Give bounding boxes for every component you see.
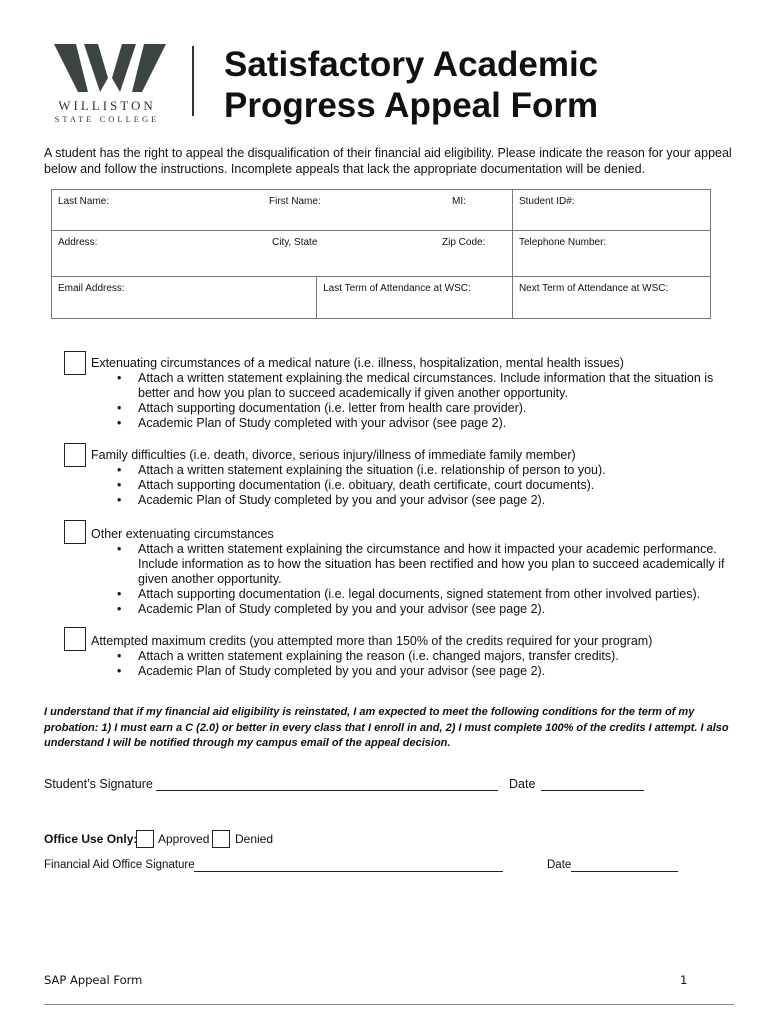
logo-w-left-stroke: [54, 44, 88, 92]
fa-signature-label: Financial Aid Office Signature: [44, 859, 195, 871]
fa-date-label: Date: [547, 859, 572, 871]
approved-checkbox[interactable]: [136, 830, 154, 848]
footer-divider: [44, 1004, 734, 1005]
email-label: Email Address:: [58, 283, 125, 294]
logo-subtitle: STATE COLLEGE: [54, 114, 160, 124]
logo-name: WILLISTON: [58, 98, 156, 113]
page-number: 1: [680, 973, 688, 987]
max-credits-checkbox[interactable]: [64, 627, 86, 651]
city-state-label: City, State: [272, 237, 318, 248]
bullet-item: • Attach a written statement explaining the medical circumstances. Include information that the situation is better and how you plan to succeed academically if given another opportunity.: [91, 371, 731, 401]
approved-label: Approved: [158, 832, 210, 846]
logo-w-right-stroke: [132, 44, 166, 92]
bullet-item: • Attach a written statement explaining the reason (i.e. changed majors, transfer credits).: [91, 649, 731, 664]
bullet-item: • Attach a written statement explaining the circumstance and how it impacted your academic performance. Include information as to how the situation has been rectified and how you plan to succeed academically if given another opportunity.: [91, 542, 731, 587]
section-max-credits: [91, 633, 731, 679]
bullet-item: • Academic Plan of Study completed with your advisor (see page 2).: [91, 416, 731, 431]
mi-label: MI:: [452, 196, 466, 207]
statement-text: I understand that if my financial aid eligibility is reinstated, I am expected to meet the following conditions for the term of my probation: 1) I must earn a C (2.0) or better in every class that I enroll in and, 2) I must complete 100% of the credits I attempt. I also understand I will be notified through my campus email of the appeal decision: [44, 706, 729, 749]
bullet-item: • Attach supporting documentation (i.e. obituary, death certificate, court documents).: [91, 478, 731, 493]
logo-divider: [192, 46, 194, 116]
section-bullets: [91, 649, 731, 679]
page-title: [224, 44, 598, 126]
section-heading: Extenuating circumstances of a medical nature (i.e. illness, hospitalization, mental health issues): [91, 356, 624, 370]
family-checkbox[interactable]: [64, 443, 86, 467]
bullet-item: • Academic Plan of Study completed by you and your advisor (see page 2).: [91, 493, 731, 508]
student-signature-label: Student’s Signature: [44, 777, 153, 791]
telephone-field[interactable]: [512, 231, 710, 277]
conditions-statement: I understand that if my financial aid eligibility is reinstated, I am expected to meet the following conditions for the term of my probation: 1) I must earn a C (2.0) or better in every class that I enroll in and, 2) I must complete 100% of the credits I attempt. I also understand I will be notified through my campus email of the appeal decision.: [44, 706, 729, 749]
last-term-label: Last Term of Attendance at WSC:: [323, 283, 471, 294]
fa-date-line[interactable]: [571, 871, 678, 872]
email-field[interactable]: [52, 277, 317, 319]
telephone-label: Telephone Number:: [518, 237, 607, 248]
bullet-item: • Academic Plan of Study completed by you and your advisor (see page 2).: [91, 664, 731, 679]
footer-form-name: SAP Appeal Form: [44, 973, 143, 987]
first-name-label: First Name:: [269, 196, 321, 207]
section-heading: Other extenuating circumstances: [91, 527, 274, 541]
denied-label: Denied: [235, 832, 274, 846]
next-term-label: Next Term of Attendance at WSC:: [518, 283, 669, 294]
section-heading: Family difficulties (i.e. death, divorce, serious injury/illness of immediate family member): [91, 448, 576, 462]
zip-label: Zip Code:: [442, 237, 486, 248]
student-date-label: Date: [509, 777, 536, 791]
last-term-field[interactable]: [317, 277, 513, 319]
address-cell[interactable]: [52, 231, 513, 277]
student-info-table: [51, 189, 711, 319]
logo-w-inner-left: [84, 44, 108, 92]
other-checkbox[interactable]: [64, 520, 86, 544]
medical-checkbox[interactable]: [64, 351, 86, 375]
section-bullets: [91, 371, 731, 431]
student-id-label: Student ID#:: [518, 196, 575, 207]
bullet-item: • Attach supporting documentation (i.e. legal documents, signed statement from other involved parties).: [91, 587, 731, 602]
logo-w-inner-right: [112, 44, 136, 92]
student-id-field[interactable]: [512, 190, 710, 231]
address-label: Address:: [58, 237, 98, 248]
last-name-label: Last Name:: [58, 196, 110, 207]
section-heading: Attempted maximum credits (you attempted more than 150% of the credits required for your program): [91, 634, 653, 648]
student-date-line[interactable]: [541, 790, 644, 791]
section-other: [91, 526, 731, 617]
name-cell[interactable]: [52, 190, 513, 231]
next-term-field[interactable]: [512, 277, 710, 319]
fa-signature-line[interactable]: [194, 871, 503, 872]
bullet-item: • Attach supporting documentation (i.e. letter from health care provider).: [91, 401, 731, 416]
section-bullets: [91, 542, 731, 617]
title-line-1: Satisfactory Academic: [224, 45, 599, 84]
denied-checkbox[interactable]: [212, 830, 230, 848]
section-family: [91, 447, 731, 508]
office-use-label: Office Use Only:: [44, 832, 138, 846]
student-signature-line[interactable]: [156, 790, 498, 791]
bullet-item: • Attach a written statement explaining the situation (i.e. relationship of person to you).: [91, 463, 731, 478]
intro-paragraph: A student has the right to appeal the disqualification of their financial aid eligibility. Please indicate the reason for your appeal below and follow the instructions. Incomplete appeals that lack the appropriate documentation will be denied.: [44, 146, 732, 176]
section-bullets: [91, 463, 731, 508]
section-medical: [91, 355, 731, 431]
title-line-2: Progress Appeal Form: [224, 86, 599, 125]
bullet-item: • Academic Plan of Study completed by you and your advisor (see page 2).: [91, 602, 731, 617]
